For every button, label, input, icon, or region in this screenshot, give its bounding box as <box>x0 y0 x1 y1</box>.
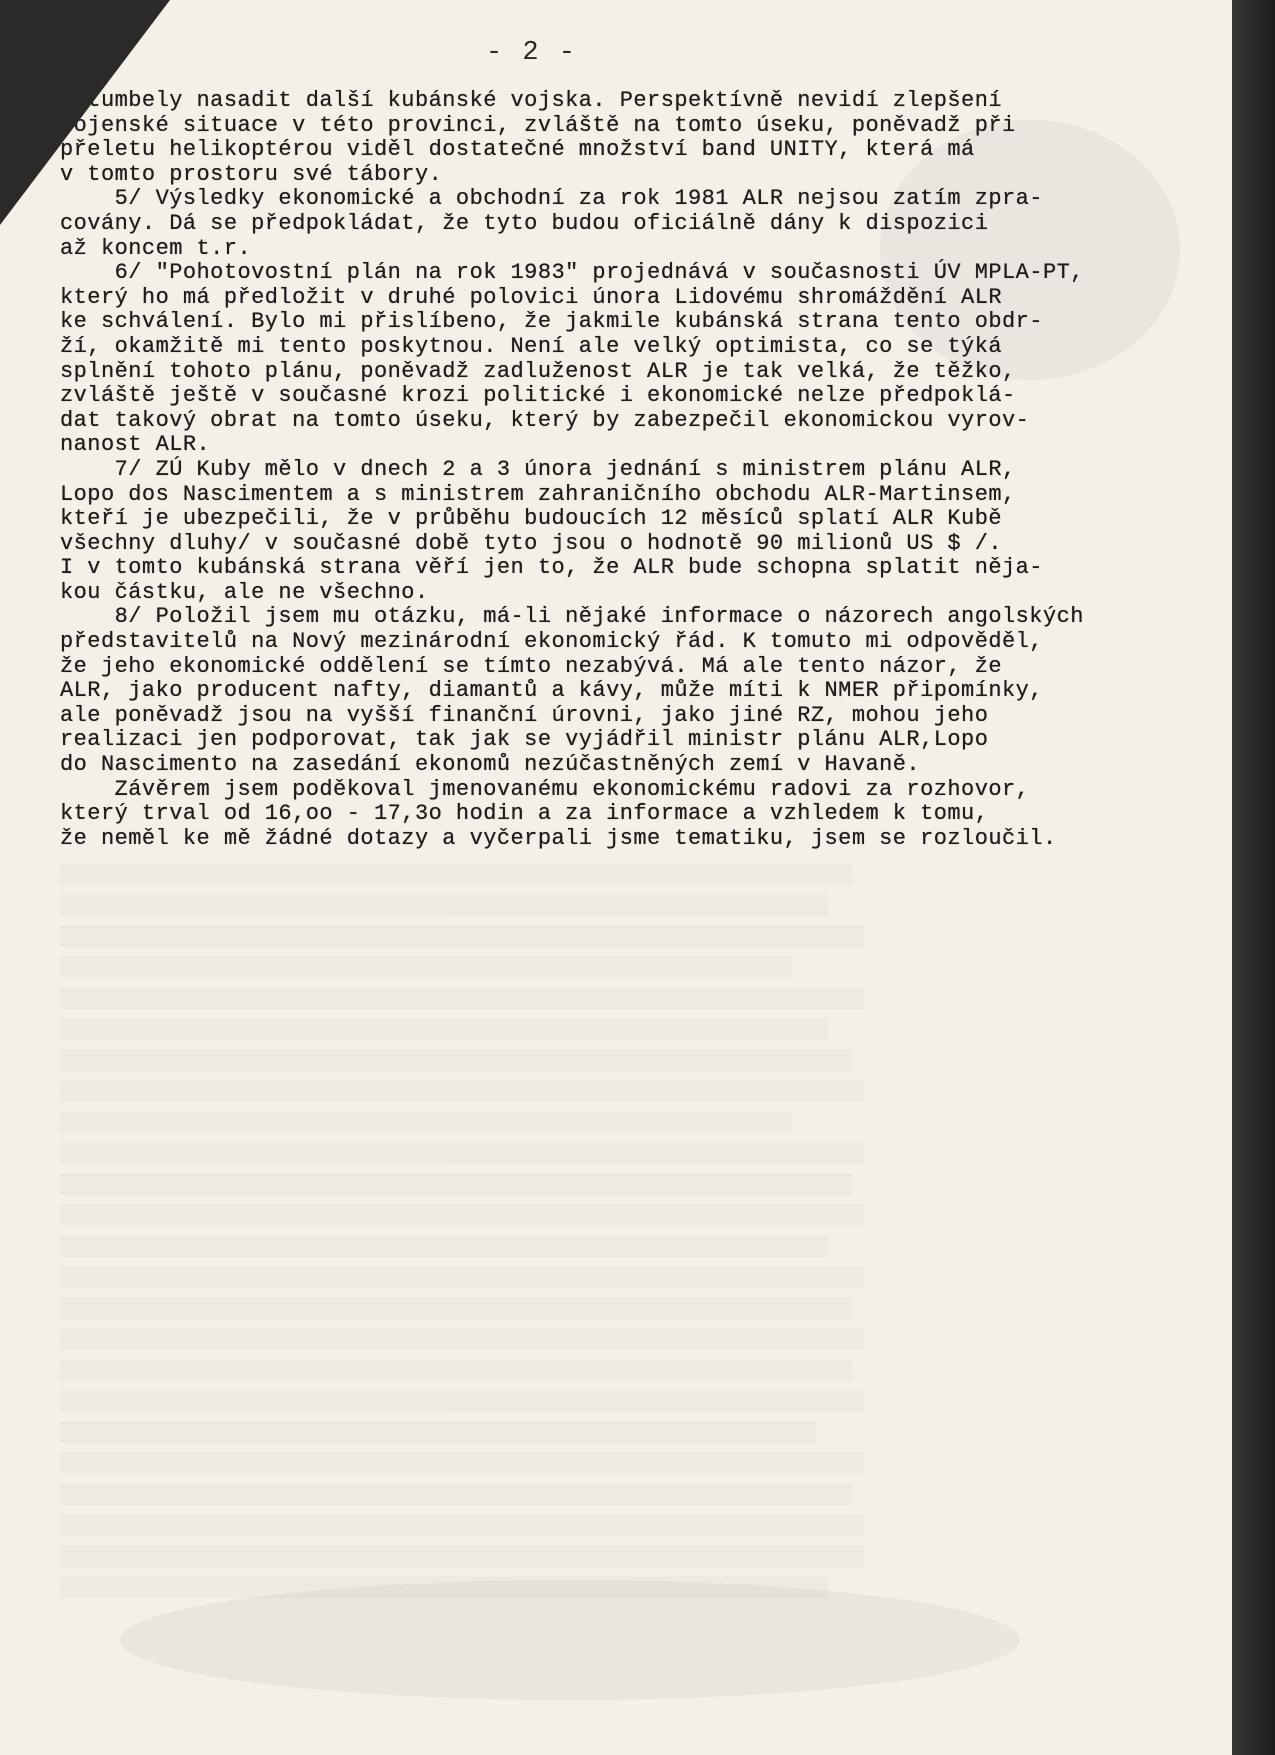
scan-edge <box>1232 0 1275 1755</box>
text-line: přeletu helikoptérou viděl dostatečné množství band UNITY, která má <box>60 137 975 163</box>
text-line: Závěrem jsem poděkoval jmenovanému ekonomickému radovi za rozhovor, <box>60 776 1030 802</box>
text-line: 6/ "Pohotovostní plán na rok 1983" projednává v současnosti ÚV MPLA-PT, <box>60 260 1084 286</box>
text-line: ke schválení. Bylo mi přislíbeno, že jakmile kubánská strana tento obdr- <box>60 309 1043 335</box>
text-line: ALR, jako producent nafty, diamantů a kávy, může míti k NMER připomínky, <box>60 678 1043 704</box>
text-line: Lopo dos Nascimentem a s ministrem zahraničního obchodu ALR-Martinsem, <box>60 481 1016 507</box>
document-body <box>60 89 1220 851</box>
text-line: ží, okamžitě mi tento poskytnou. Není ale velký optimista, co se týká <box>60 333 1002 359</box>
text-line: 8/ Položil jsem mu otázku, má-li nějaké informace o názorech angolských <box>60 604 1084 630</box>
text-line: kou částku, ale ne všechno. <box>60 579 429 605</box>
text-line: nanost ALR. <box>60 432 211 458</box>
text-line: všechny dluhy/ v současné době tyto jsou o hodnotě 90 milionů US $ /. <box>60 530 1002 556</box>
text-line: který trval od 16,oo - 17,3o hodin a za informace a vzhledem k tomu, <box>60 801 989 827</box>
page-number: - 2 - <box>486 38 578 68</box>
text-line: až koncem t.r. <box>60 235 252 261</box>
text-line: zvláště ještě v současné krozi politické i ekonomické nelze předpoklá- <box>60 383 1016 409</box>
text-line: do Nascimento na zasedání ekonomů nezúčastněných zemí v Havaně. <box>60 752 921 778</box>
text-line: kteří je ubezpečili, že v průběhu budoucích 12 měsíců splatí ALR Kubě <box>60 506 1002 532</box>
text-line: v tomto prostoru své tábory. <box>60 161 443 187</box>
text-line: 5/ Výsledky ekonomické a obchodní za rok 1981 ALR nejsou zatím zpra- <box>60 186 1043 212</box>
stain <box>120 1580 1020 1700</box>
text-line: že jeho ekonomické oddělení se tímto nezabývá. Má ale tento názor, že <box>60 653 1002 679</box>
text-line: 7/ ZÚ Kuby mělo v dnech 2 a 3 února jednání s ministrem plánu ALR, <box>60 456 1016 482</box>
bleed-through-text: ▒▒▒▒▒▒▒▒▒▒▒▒▒▒▒▒▒▒▒▒▒▒▒▒▒▒▒▒▒▒▒▒▒▒▒▒▒▒▒▒▒▒▒▒▒▒▒▒▒▒▒▒▒▒▒▒▒▒▒▒▒▒▒▒▒▒ ▒▒▒▒▒▒▒▒▒▒▒▒▒▒▒▒▒▒▒▒▒▒▒▒▒▒▒▒▒▒▒▒▒▒▒▒▒▒▒▒▒▒▒▒▒▒▒▒▒▒▒▒▒▒▒▒▒▒▒▒▒▒▒▒ ▒▒▒▒▒▒▒▒▒▒▒▒▒▒▒▒▒▒▒▒▒▒▒▒▒▒▒▒▒▒▒▒▒▒▒▒▒▒▒▒▒▒▒▒▒▒▒▒▒▒▒▒▒▒▒▒▒▒▒▒▒▒▒▒▒▒▒ ▒▒▒▒▒▒▒▒▒▒▒▒▒▒▒▒▒▒▒▒▒▒▒▒▒▒▒▒▒▒▒▒▒▒▒▒▒▒▒▒▒▒▒▒▒▒▒▒▒▒▒▒▒▒▒▒▒▒▒▒▒ ▒▒▒▒▒▒▒▒▒▒▒▒▒▒▒▒▒▒▒▒▒▒▒▒▒▒▒▒▒▒▒▒▒▒▒▒▒▒▒▒▒▒▒▒▒▒▒▒▒▒▒▒▒▒▒▒▒▒▒▒▒▒▒▒▒▒▒ ▒▒▒▒▒▒▒▒▒▒▒▒▒▒▒▒▒▒▒▒▒▒▒▒▒▒▒▒▒▒▒▒▒▒▒▒▒▒▒▒▒▒▒▒▒▒▒▒▒▒▒▒▒▒▒▒▒▒▒▒▒▒▒▒ ▒▒▒▒▒▒▒▒▒▒▒▒▒▒▒▒▒▒▒▒▒▒▒▒▒▒▒▒▒▒▒▒▒▒▒▒▒▒▒▒▒▒▒▒▒▒▒▒▒▒▒▒▒▒▒▒▒▒▒▒▒▒▒▒▒▒ ▒▒▒▒▒▒▒▒▒▒▒▒▒▒▒▒▒▒▒▒▒▒▒▒▒▒▒▒▒▒▒▒▒▒▒▒▒▒▒▒▒▒▒▒▒▒▒▒▒▒▒▒▒▒▒▒▒▒▒▒▒▒▒▒▒▒▒ ▒▒▒▒▒▒▒▒▒▒▒▒▒▒▒▒▒▒▒▒▒▒▒▒▒▒▒▒▒▒▒▒▒▒▒▒▒▒▒▒▒▒▒▒▒▒▒▒▒▒▒▒▒▒▒▒▒▒▒▒▒ ▒▒▒▒▒▒▒▒▒▒▒▒▒▒▒▒▒▒▒▒▒▒▒▒▒▒▒▒▒▒▒▒▒▒▒▒▒▒▒▒▒▒▒▒▒▒▒▒▒▒▒▒▒▒▒▒▒▒▒▒▒▒▒▒▒▒▒ ▒▒▒▒▒▒▒▒▒▒▒▒▒▒▒▒▒▒▒▒▒▒▒▒▒▒▒▒▒▒▒▒▒▒▒▒▒▒▒▒▒▒▒▒▒▒▒▒▒▒▒▒▒▒▒▒▒▒▒▒▒▒▒▒▒▒ ▒▒▒▒▒▒▒▒▒▒▒▒▒▒▒▒▒▒▒▒▒▒▒▒▒▒▒▒▒▒▒▒▒▒▒▒▒▒▒▒▒▒▒▒▒▒▒▒▒▒▒▒▒▒▒▒▒▒▒▒▒▒▒▒▒▒▒ ▒▒▒▒▒▒▒▒▒▒▒▒▒▒▒▒▒▒▒▒▒▒▒▒▒▒▒▒▒▒▒▒▒▒▒▒▒▒▒▒▒▒▒▒▒▒▒▒▒▒▒▒▒▒▒▒▒▒▒▒▒▒▒▒ ▒▒▒▒▒▒▒▒▒▒▒▒▒▒▒▒▒▒▒▒▒▒▒▒▒▒▒▒▒▒▒▒▒▒▒▒▒▒▒▒▒▒▒▒▒▒▒▒▒▒▒▒▒▒▒▒▒▒▒▒▒▒▒▒▒▒▒ ▒▒▒▒▒▒▒▒▒▒▒▒▒▒▒▒▒▒▒▒▒▒▒▒▒▒▒▒▒▒▒▒▒▒▒▒▒▒▒▒▒▒▒▒▒▒▒▒▒▒▒▒▒▒▒▒▒▒▒▒▒▒▒▒▒▒ ▒▒▒▒▒▒▒▒▒▒▒▒▒▒▒▒▒▒▒▒▒▒▒▒▒▒▒▒▒▒▒▒▒▒▒▒▒▒▒▒▒▒▒▒▒▒▒▒▒▒▒▒▒▒▒▒▒▒▒▒▒▒▒▒▒▒▒ ▒▒▒▒▒▒▒▒▒▒▒▒▒▒▒▒▒▒▒▒▒▒▒▒▒▒▒▒▒▒▒▒▒▒▒▒▒▒▒▒▒▒▒▒▒▒▒▒▒▒▒▒▒▒▒▒▒▒▒▒▒▒▒▒▒▒ ▒▒▒▒▒▒▒▒▒▒▒▒▒▒▒▒▒▒▒▒▒▒▒▒▒▒▒▒▒▒▒▒▒▒▒▒▒▒▒▒▒▒▒▒▒▒▒▒▒▒▒▒▒▒▒▒▒▒▒▒▒▒▒▒▒▒▒ ▒▒▒▒▒▒▒▒▒▒▒▒▒▒▒▒▒▒▒▒▒▒▒▒▒▒▒▒▒▒▒▒▒▒▒▒▒▒▒▒▒▒▒▒▒▒▒▒▒▒▒▒▒▒▒▒▒▒▒▒▒▒▒ ▒▒▒▒▒▒▒▒▒▒▒▒▒▒▒▒▒▒▒▒▒▒▒▒▒▒▒▒▒▒▒▒▒▒▒▒▒▒▒▒▒▒▒▒▒▒▒▒▒▒▒▒▒▒▒▒▒▒▒▒▒▒▒▒▒▒▒ ▒▒▒▒▒▒▒▒▒▒▒▒▒▒▒▒▒▒▒▒▒▒▒▒▒▒▒▒▒▒▒▒▒▒▒▒▒▒▒▒▒▒▒▒▒▒▒▒▒▒▒▒▒▒▒▒▒▒▒▒▒▒▒▒▒▒ ▒▒▒▒▒▒▒▒▒▒▒▒▒▒▒▒▒▒▒▒▒▒▒▒▒▒▒▒▒▒▒▒▒▒▒▒▒▒▒▒▒▒▒▒▒▒▒▒▒▒▒▒▒▒▒▒▒▒▒▒▒▒▒▒▒▒▒ ▒▒▒▒▒▒▒▒▒▒▒▒▒▒▒▒▒▒▒▒▒▒▒▒▒▒▒▒▒▒▒▒▒▒▒▒▒▒▒▒▒▒▒▒▒▒▒▒▒▒▒▒▒▒▒▒▒▒▒▒▒▒▒▒▒▒▒ ▒▒▒▒▒▒▒▒▒▒▒▒▒▒▒▒▒▒▒▒▒▒▒▒▒▒▒▒▒▒▒▒▒▒▒▒▒▒▒▒▒▒▒▒▒▒▒▒▒▒▒▒▒▒▒▒▒▒▒▒▒▒▒▒ <box>60 864 865 1600</box>
text-line: covány. Dá se předpokládat, že tyto budou oficiálně dány k dispozici <box>60 210 989 236</box>
text-line: představitelů na Nový mezinárodní ekonomický řád. K tomuto mi odpověděl, <box>60 629 1043 655</box>
text-line: Catumbely nasadit další kubánské vojska. Perspektívně nevidí zlepšení <box>60 88 1002 113</box>
folded-corner <box>0 0 170 225</box>
text-line: dat takový obrat na tomto úseku, který by zabezpečil ekonomickou vyrov- <box>60 407 1030 433</box>
text-line: že neměl ke mě žádné dotazy a vyčerpali jsme tematiku, jsem se rozloučil. <box>60 825 1057 851</box>
text-line: který ho má předložit v druhé polovici února Lidovému shromáždění ALR <box>60 284 1002 310</box>
text-line: vojenské situace v této provinci, zvláště na tomto úseku, poněvadž při <box>60 112 1016 138</box>
text-line: I v tomto kubánská strana věří jen to, že ALR bude schopna splatit něja- <box>60 555 1043 581</box>
text-line: splnění tohoto plánu, poněvadž zadluženost ALR je tak velká, že těžko, <box>60 358 1016 384</box>
text-line: ale poněvadž jsou na vyšší finanční úrovni, jako jiné RZ, mohou jeho <box>60 702 989 728</box>
text-line: realizaci jen podporovat, tak jak se vyjádřil ministr plánu ALR,Lopo <box>60 727 989 753</box>
